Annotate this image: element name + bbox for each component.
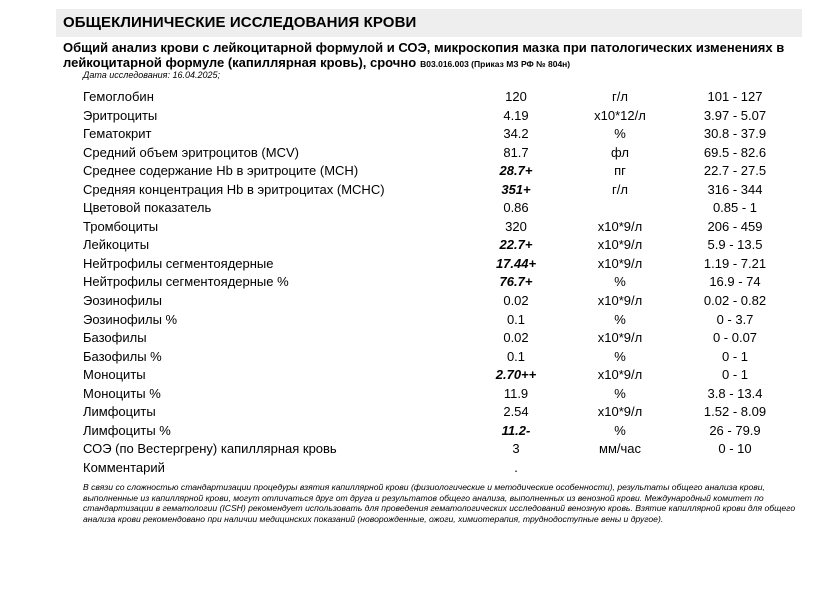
- result-row: [0, 439, 840, 458]
- study-date: Дата исследования: 16.04.2025;: [83, 70, 221, 80]
- result-reference: 101 - 127: [707, 89, 763, 104]
- result-name: Лейкоциты: [83, 237, 150, 253]
- result-row: [0, 421, 840, 440]
- result-reference: 1.19 - 7.21: [703, 255, 767, 271]
- result-row: [0, 180, 840, 199]
- result-reference: 16.9 - 74: [709, 274, 761, 290]
- result-name: Нейтрофилы сегментоядерные: [83, 255, 274, 271]
- result-row: [0, 310, 840, 329]
- result-value: .: [514, 459, 518, 475]
- result-row: [0, 254, 840, 273]
- result-unit: %: [614, 311, 626, 327]
- result-name: Лимфоциты %: [83, 422, 171, 438]
- result-row: [0, 198, 840, 217]
- result-name: Гемоглобин: [83, 89, 154, 104]
- result-reference: 30.8 - 37.9: [703, 126, 767, 142]
- footnote: В связи со сложностью стандартизации процедуры взятия капиллярной крови (физиологические и методические особенности), результаты общего анализа крови, выполненные из капиллярной крови, могут отличаться друг от друга и результатов общего анализа, выполненных из венозной крови. Международный комитет по стандартизации в гематологии (ICSH) рекомендует использовать для проведения гематологических исследований венозную кровь. Взятие капиллярной крови для общего анализа крови рекомендовано при наличии медицинских показаний (новорожденные, ожоги, химиотерапия, труднодоступные вены и другое).: [83, 482, 796, 524]
- result-row: [0, 124, 840, 143]
- result-reference: 316 - 344: [707, 181, 763, 197]
- result-unit: %: [614, 274, 626, 290]
- result-value: 81.7: [503, 144, 529, 160]
- result-unit: %: [614, 385, 626, 401]
- result-name: Цветовой показатель: [83, 200, 212, 216]
- result-reference: 0.85 - 1: [712, 200, 758, 216]
- result-value: 2.54: [503, 404, 529, 420]
- result-name: Эозинофилы %: [83, 311, 178, 327]
- result-unit: %: [614, 126, 626, 142]
- result-unit: пг: [614, 163, 626, 179]
- result-row: [0, 402, 840, 421]
- result-reference: 3.97 - 5.07: [703, 107, 767, 123]
- result-name: Моноциты %: [83, 385, 161, 401]
- result-row: [0, 328, 840, 347]
- result-value: 28.7+: [499, 163, 533, 179]
- result-value: 4.19: [503, 107, 529, 123]
- section-header: [56, 9, 802, 37]
- result-name: Базофилы %: [83, 348, 162, 364]
- result-reference: 0.02 - 0.82: [703, 293, 767, 309]
- result-name: Эритроциты: [83, 107, 158, 123]
- result-name: Нейтрофилы сегментоядерные %: [83, 274, 289, 290]
- result-unit: x10*9/л: [597, 330, 643, 346]
- section-title: ОБЩЕКЛИНИЧЕСКИЕ ИССЛЕДОВАНИЯ КРОВИ: [63, 14, 417, 31]
- result-reference: 0 - 0.07: [712, 330, 758, 346]
- result-value: 0.02: [503, 293, 529, 309]
- result-unit: x10*12/л: [594, 107, 646, 123]
- result-name: Тромбоциты: [83, 218, 159, 234]
- result-reference: 0 - 1: [721, 367, 748, 383]
- result-value: 17.44+: [495, 255, 537, 271]
- result-name: Среднее содержание Hb в эритроците (MCH): [83, 163, 359, 179]
- results-table: [0, 87, 840, 476]
- result-name: Средний объем эритроцитов (MCV): [83, 144, 299, 160]
- result-row: [0, 143, 840, 162]
- test-code: B03.016.003 (Приказ МЗ РФ № 804н): [420, 59, 571, 69]
- result-value: 351+: [501, 181, 531, 197]
- result-value: 11.2-: [501, 422, 531, 438]
- result-value: 0.86: [503, 200, 529, 216]
- result-unit: г/л: [612, 89, 628, 104]
- result-unit: x10*9/л: [597, 237, 643, 253]
- result-reference: 0 - 1: [721, 348, 748, 364]
- result-unit: г/л: [612, 181, 628, 197]
- result-row: [0, 384, 840, 403]
- result-value: 0.02: [503, 330, 529, 346]
- result-name: Гематокрит: [83, 126, 152, 142]
- result-unit: x10*9/л: [597, 404, 643, 420]
- result-unit: фл: [611, 144, 629, 160]
- test-description: [63, 40, 808, 72]
- result-row: [0, 365, 840, 384]
- result-name: Средняя концентрация Hb в эритроцитах (MCHC): [83, 181, 385, 197]
- result-unit: x10*9/л: [597, 293, 643, 309]
- result-row: [0, 272, 840, 291]
- result-value: 0.1: [506, 348, 526, 364]
- result-value: 11.9: [503, 385, 529, 401]
- result-row: [0, 347, 840, 366]
- result-reference: 69.5 - 82.6: [703, 144, 767, 160]
- result-reference: 5.9 - 13.5: [707, 237, 763, 253]
- result-row: [0, 458, 840, 477]
- result-name: Лимфоциты: [83, 404, 156, 420]
- result-row: [0, 87, 840, 106]
- result-name: Моноциты: [83, 367, 146, 383]
- result-unit: мм/час: [599, 441, 641, 457]
- result-reference: 206 - 459: [707, 218, 763, 234]
- result-reference: 3.8 - 13.4: [707, 385, 763, 401]
- result-unit: x10*9/л: [597, 367, 643, 383]
- result-reference: 22.7 - 27.5: [703, 163, 767, 179]
- result-value: 3: [512, 441, 520, 457]
- result-row: [0, 235, 840, 254]
- result-unit: x10*9/л: [597, 218, 643, 234]
- result-reference: 0 - 3.7: [716, 311, 754, 327]
- result-value: 320: [505, 218, 527, 234]
- result-row: [0, 291, 840, 310]
- result-row: [0, 217, 840, 236]
- result-reference: 1.52 - 8.09: [703, 404, 767, 420]
- result-name: Комментарий: [83, 459, 165, 475]
- result-name: Базофилы: [83, 330, 147, 346]
- result-value: 22.7+: [499, 237, 533, 253]
- test-name: Общий анализ крови с лейкоцитарной формулой и СОЭ, микроскопия мазка при патологических изменениях в лейкоцитарной формуле (капиллярная кровь), срочно: [63, 40, 785, 70]
- result-value: 2.70++: [495, 367, 537, 383]
- result-unit: %: [614, 348, 626, 364]
- result-name: СОЭ (по Вестергрену) капиллярная кровь: [83, 441, 337, 457]
- result-value: 76.7+: [499, 274, 533, 290]
- result-unit: x10*9/л: [597, 255, 643, 271]
- result-value: 120: [505, 89, 527, 104]
- result-reference: 0 - 10: [718, 441, 752, 457]
- result-name: Эозинофилы: [83, 293, 162, 309]
- result-value: 34.2: [503, 126, 529, 142]
- result-reference: 26 - 79.9: [709, 422, 761, 438]
- result-row: [0, 161, 840, 180]
- result-row: [0, 106, 840, 125]
- result-value: 0.1: [506, 311, 526, 327]
- result-unit: %: [614, 422, 626, 438]
